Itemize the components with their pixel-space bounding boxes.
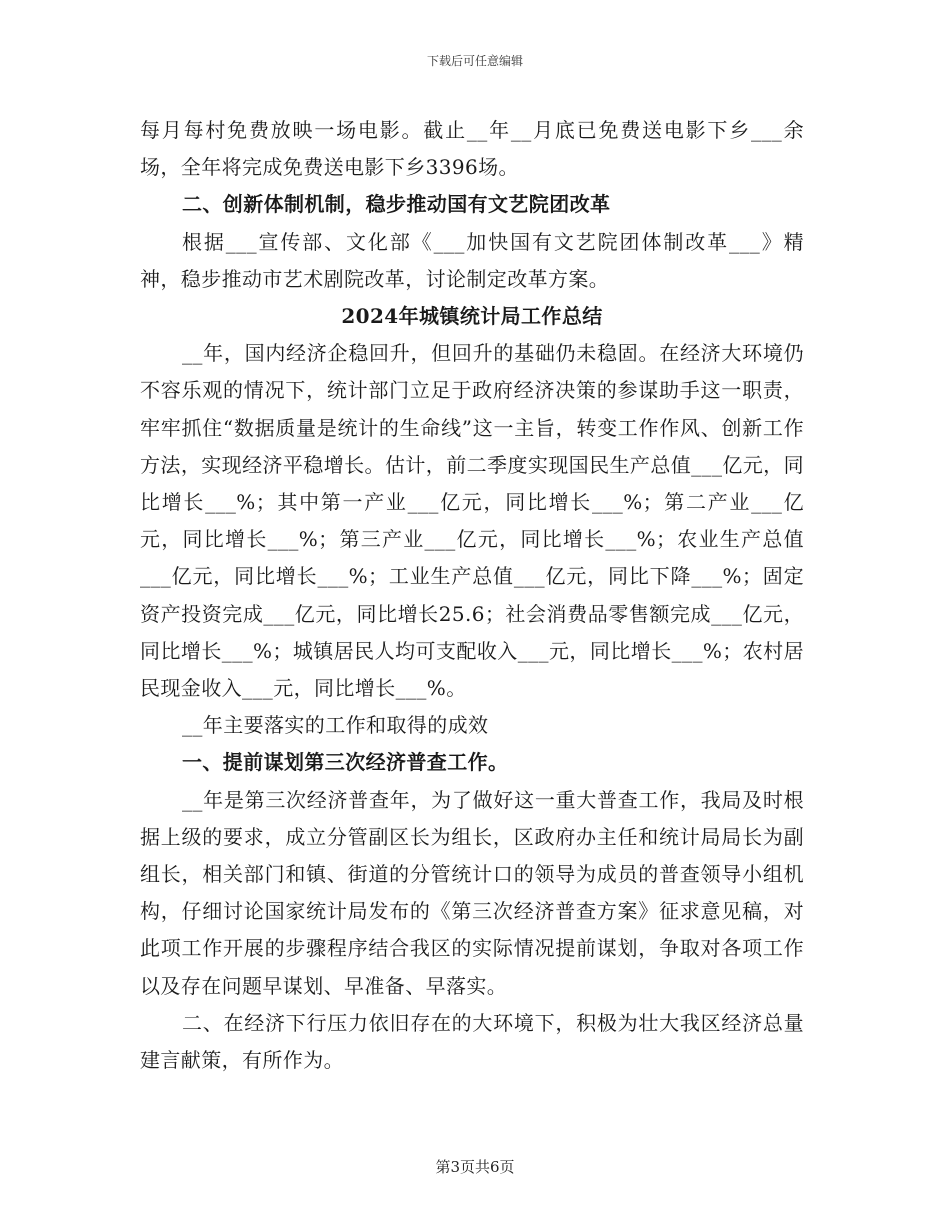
section-heading: 二、创新体制机制，稳步推动国有文艺院团改革 (182, 192, 611, 217)
paragraph: __年主要落实的工作和取得的成效 (182, 713, 489, 738)
paragraph: __年，国内经济企稳回升，但回升的基础仍未稳固。在经济大环境仍不容乐观的情况下，统计部门立足于政府经济决策的参谋助手这一职责，牢牢抓住“数据质量是统计的生命线”这一主旨，转变工作作风、创新工作方法，实现经济平稳增长。估计，前二季度实现国民生产总值___亿元，同比增长___%；其中第一产业___亿元，同比增长___%；第二产业___亿元，同比增长___%；第三产业___亿元，同比增长___%；农业生产总值___亿元，同比增长___%；工业生产总值___亿元，同比下降___%；固定资产投资完成___亿元，同比增长25.6；社会消费品零售额完成___亿元，同比增长___%；城镇居民人均可支配收入___元，同比增长___%；农村居民现金收入___元，同比增长___%。 (140, 341, 804, 701)
paragraph: 二、在经济下行压力依旧存在的大环境下，积极为壮大我区经济总量建言献策，有所作为。 (140, 1010, 804, 1073)
paragraph: 每月每村免费放映一场电影。截止__年__月底已免费送电影下乡___余场，全年将完成免费送电影下乡3396场。 (140, 118, 804, 180)
document-body (140, 112, 804, 1079)
document-title: 2024年城镇统计局工作总结 (341, 304, 603, 329)
page-number: 第3页共6页 (435, 1158, 515, 1176)
paragraph: 根据___宣传部、文化部《___加快国有文艺院团体制改革___》精神，稳步推动市艺术剧院改革，讨论制定改革方案。 (140, 229, 804, 291)
paragraph: __年是第三次经济普查年，为了做好这一重大普查工作，我局及时根据上级的要求，成立分管副区长为组长，区政府办主任和统计局局长为副组长，相关部门和镇、街道的分管统计口的领导为成员的普查领导小组机构，仔细讨论国家统计局发布的《第三次经济普查方案》征求意见稿，对此项工作开展的步骤程序结合我区的实际情况提前谋划，争取对各项工作以及存在问题早谋划、早准备、早落实。 (140, 787, 804, 998)
section-heading: 一、提前谋划第三次经济普查工作。 (182, 750, 509, 775)
page-header: 下载后可任意编辑 (426, 54, 523, 68)
